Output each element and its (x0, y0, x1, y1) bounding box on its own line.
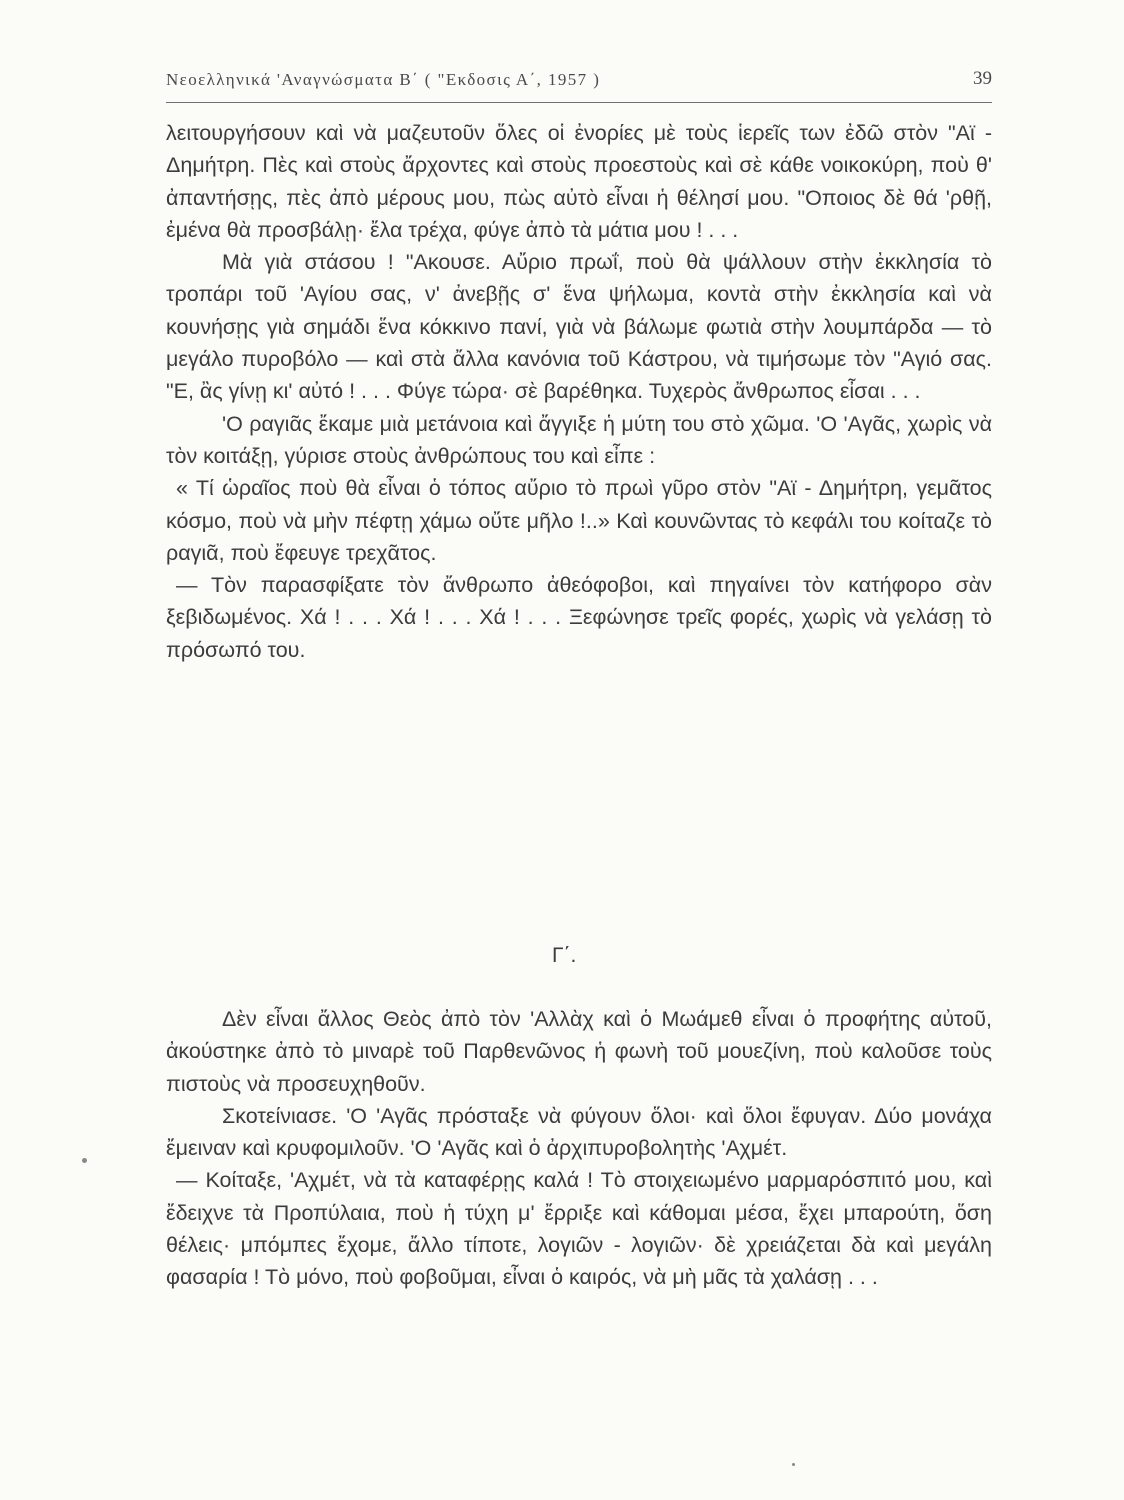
paragraph: λειτουργήσουν καὶ νὰ μαζευτοῦν ὅλες οἱ ἐνορίες μὲ τοὺς ἱερεῖς των ἐδῶ στὸν "Αϊ - Δημήτρη. Πὲς καὶ στοὺς ἄρχοντες καὶ στοὺς προεστοὺς καὶ σὲ κάθε νοικοκύρη, ποὺ θ' ἀπαντήσῃς, πὲς ἀπὸ μέρους μου, πὼς αὐτὸ εἶναι ἡ θέλησί μου. "Οποιος δὲ θά 'ρθῇ, ἐμένα θὰ προσβάλῃ· ἔλα τρέχα, φύγε ἀπὸ τὰ μάτια μου ! . . . (166, 121, 992, 242)
page-number: 39 (973, 68, 992, 89)
paragraph: Δὲν εἶναι ἄλλος Θεὸς ἀπὸ τὸν 'Αλλὰχ καὶ ὁ Μωάμεθ εἶναι ὁ προφήτης αὐτοῦ, ἀκούστηκε ἀπὸ τὸ μιναρὲ τοῦ Παρθενῶνος ἡ φωνὴ τοῦ μουεζίνη, ποὺ καλοῦσε τοὺς πιστοὺς νὰ προσευχηθοῦν. (166, 1007, 992, 1096)
paragraph: Μὰ γιὰ στάσου ! "Ακουσε. Αὔριο πρωΐ, ποὺ θὰ ψάλλουν στὴν ἐκκλησία τὸ τροπάρι τοῦ 'Αγίου σας, ν' ἀνεβῇς σ' ἕνα ψήλωμα, κοντὰ στὴν ἐκκλησία καὶ νὰ κουνήσῃς γιὰ σημάδι ἕνα κόκκινο πανί, γιὰ νὰ βάλωμε φωτιὰ στὴν λουμπάρδα — τὸ μεγάλο πυροβόλο — καὶ στὰ ἄλλα κανόνια τοῦ Κάστρου, νὰ τιμήσωμε τὸν "Αγιό σας. "Ε, ἂς γίνῃ κι' αὐτό ! . . . Φύγε τώρα· σὲ βαρέθηκα. Τυχερὸς ἄνθρωπος εἶσαι . . . (166, 250, 992, 404)
print-speck (792, 1463, 795, 1466)
running-header-title: Νεοελληνικά 'Αναγνώσματα Β΄ ( "Εκδοσις Α΄, 1957 ) (166, 70, 601, 89)
paragraph: 'Ο ραγιᾶς ἔκαμε μιὰ μετάνοια καὶ ἄγγιξε ἡ μύτη του στὸ χῶμα. 'Ο 'Αγᾶς, χωρὶς νὰ τὸν κοιτάξῃ, γύρισε στοὺς ἀνθρώπους του καὶ εἶπε : (166, 411, 992, 468)
section-heading: Γ΄. (552, 944, 577, 967)
quoted-speech-paragraph: « Τί ὡραῖος ποὺ θὰ εἶναι ὁ τόπος αὔριο τὸ πρωὶ γῦρο στὸν "Αϊ - Δημήτρη, γεμᾶτος κόσμο, ποὺ νὰ μὴν πέφτῃ χάμω οὔτε μῆλο !..» Καὶ κουνῶντας τὸ κεφάλι του κοίταζε τὸ ραγιᾶ, ποὺ ἔφευγε τρεχᾶτος. (166, 476, 992, 565)
section-c (166, 1003, 992, 1294)
dialogue-paragraph: — Τὸν παρασφίξατε τὸν ἄνθρωπο ἀθεόφοβοι, καὶ πηγαίνει τὸν κατήφορο σὰν ξεβιδωμένος. Χά ! . . . Χά ! . . . Χά ! . . . Ξεφώνησε τρεῖς φορές, χωρὶς νὰ γελάσῃ τὸ πρόσωπό του. (166, 573, 992, 662)
dialogue-paragraph: — Κοίταξε, 'Αχμέτ, νὰ τὰ καταφέρῃς καλά ! Τὸ στοιχειωμένο μαρμαρόσπιτό μου, καὶ ἔδειχνε τὰ Προπύλαια, ποὺ ἡ τύχη μ' ἔρριξε καὶ κάθομαι μέσα, ἔχει μπαρούτη, ὅση θέλεις· μπόμπες ἔχομε, ἄλλο τίποτε, λογιῶν - λογιῶν· δὲ χρειάζεται δὰ καὶ μεγάλη φασαρία ! Τὸ μόνο, ποὺ φοβοῦμαι, εἶναι ὁ καιρός, νὰ μὴ μᾶς τὰ χαλάσῃ . . . (166, 1168, 992, 1290)
running-header (166, 66, 992, 103)
section-b-continuation (166, 117, 992, 666)
paragraph: Σκοτείνιασε. 'Ο 'Αγᾶς πρόσταξε νὰ φύγουν ὅλοι· καὶ ὅλοι ἔφυγαν. Δύο μονάχα ἔμειναν καὶ κρυφομιλοῦν. 'Ο 'Αγᾶς καὶ ὁ ἀρχιπυροβολητὴς 'Αχμέτ. (166, 1103, 992, 1161)
print-speck (82, 1158, 87, 1163)
